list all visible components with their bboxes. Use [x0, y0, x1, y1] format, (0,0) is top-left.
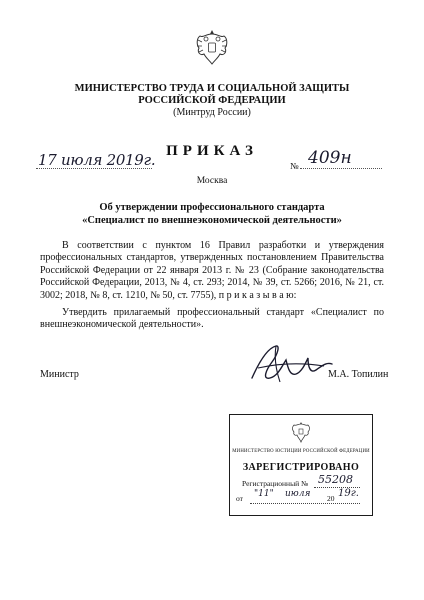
- order-number-line: [300, 168, 382, 169]
- stamp-number-label: Регистрационный №: [242, 479, 309, 488]
- signatory-name: М.А. Топилин: [328, 369, 389, 380]
- stamp-date-year: 19г.: [338, 488, 359, 499]
- order-date: 17 июля 2019г.: [38, 151, 156, 169]
- stamp-registration-number: 55208: [318, 473, 353, 486]
- ministry-short-name: (Минтруд России): [173, 107, 251, 118]
- body-paragraph-2: Утвердить прилагаемый профессиональный стандарт «Специалист по внешнеэкономической деятельности».: [40, 307, 384, 331]
- stamp-date-year-prefix: 20: [327, 494, 335, 503]
- ministry-name-line2: РОССИЙСКОЙ ФЕДЕРАЦИИ: [138, 95, 286, 106]
- stamp-ministry-name: МИНИСТЕРСТВО ЮСТИЦИИ РОССИЙСКОЙ ФЕДЕРАЦИИ: [232, 449, 370, 454]
- document-title-line1: Об утверждении профессионального стандарта: [99, 202, 325, 213]
- document-type: ПРИКАЗ: [166, 143, 258, 159]
- order-number-sign: №: [290, 161, 299, 171]
- stamp-date-day: "11": [254, 489, 274, 499]
- city: Москва: [196, 176, 228, 186]
- document-title-line2: «Специалист по внешнеэкономической деятельности»: [82, 215, 342, 226]
- order-number: 409н: [308, 148, 352, 168]
- order-date-line: [36, 168, 152, 169]
- stamp-emblem-icon: [291, 420, 311, 445]
- handwritten-signature: [246, 340, 336, 390]
- ministry-name: [60, 83, 364, 107]
- stamp-date-line: [250, 503, 360, 504]
- stamp-status: ЗАРЕГИСТРИРОВАНО: [242, 462, 360, 473]
- stamp-date-month: июля: [285, 489, 311, 499]
- coat-of-arms-emblem-icon: [194, 26, 230, 68]
- stamp-date-from: от: [236, 494, 243, 503]
- ministry-name-line1: МИНИСТЕРСТВО ТРУДА И СОЦИАЛЬНОЙ ЗАЩИТЫ: [74, 83, 350, 94]
- body-paragraph-1: В соответствии с пунктом 16 Правил разработки и утверждения профессиональных стандартов, утвержденных постановлением Правительства Российской Федерации от 22 января 2013 г. № 23 (Собрание законодательства Российской Федерации, 2013, № 4, ст. 293; 2014, № 39, ст. 5266; 2016, № 21, ст. 3002; 2018, № 8, ст. 1210, № 50, ст. 7755), п р и к а з ы в а ю:: [40, 240, 384, 301]
- document-title: [40, 201, 384, 227]
- signatory-position: Министр: [40, 369, 79, 380]
